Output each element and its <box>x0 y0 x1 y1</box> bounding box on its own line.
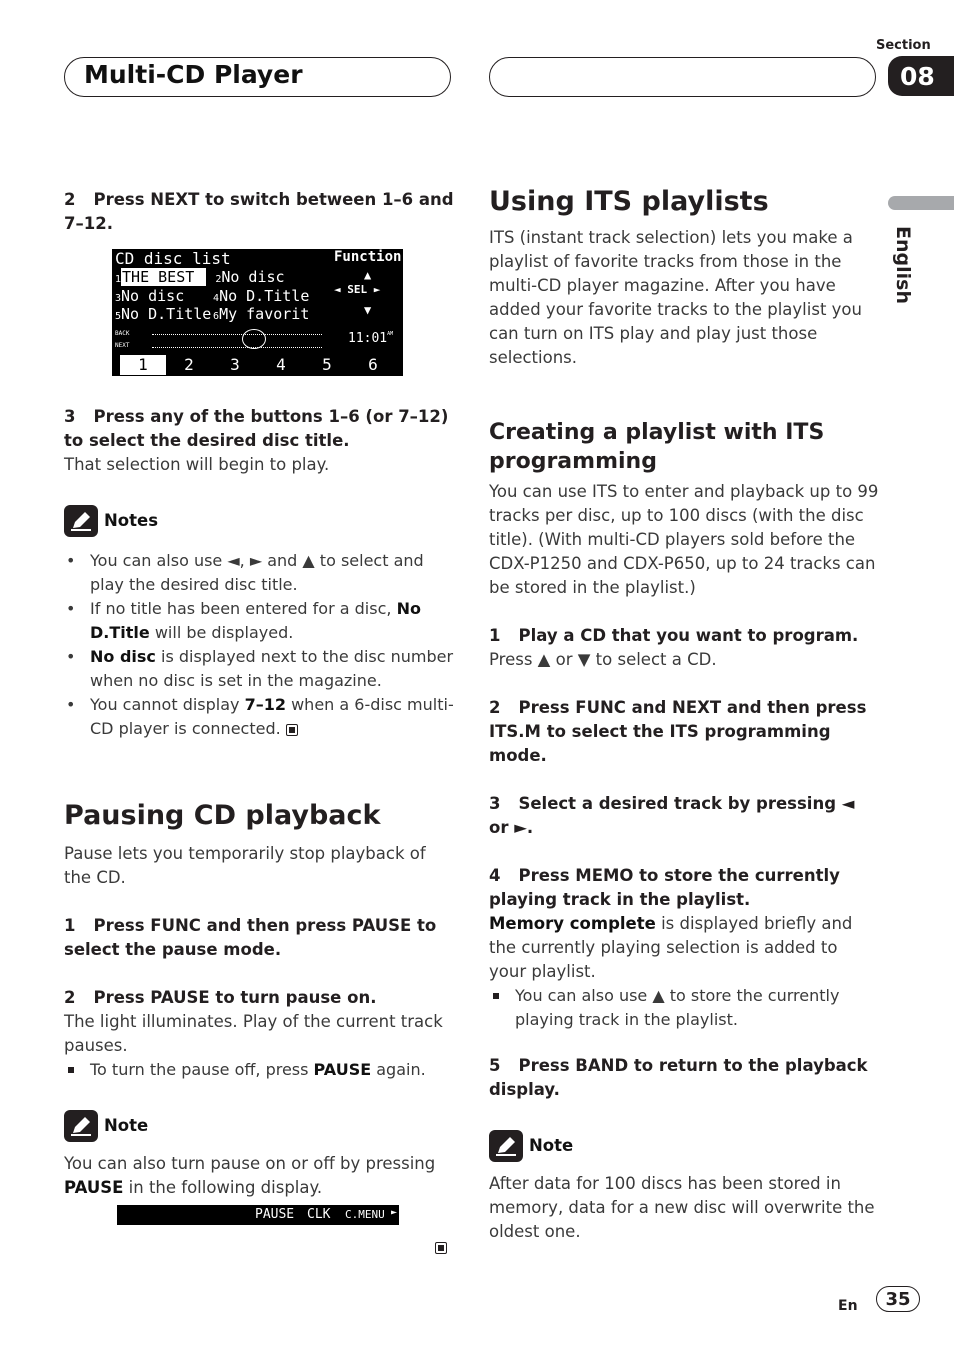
section-end-icon <box>435 1242 447 1254</box>
create-intro: You can use ITS to enter and playback up to 99 tracks per disc, up to 100 discs (with the disc title). (With multi-CD players sold before the CDX-P1250 and CDX-P650, up to 24 tracks can be stored in the playlist.) <box>489 482 879 597</box>
pause-step-2: 2 Press PAUSE to turn pause on. <box>64 988 377 1007</box>
pause-section <box>64 800 454 1200</box>
pause-note-heading: Note <box>64 1110 454 1142</box>
section-end-icon <box>286 724 298 736</box>
lcd-disc-graphic-icon <box>152 334 322 348</box>
its-step-1: 1 Play a CD that you want to program. <box>489 626 859 645</box>
note-item-4: • You cannot display 7–12 when a 6-disc multi-CD player is connected. <box>64 693 454 741</box>
pause-step-2-body: The light illuminates. Play of the current track pauses. <box>64 1012 443 1055</box>
pause-step-2-sub: To turn the pause off, press PAUSE again. <box>64 1058 454 1082</box>
lcd-down-arrow-icon: ▼ <box>364 303 372 317</box>
create-heading: Creating a playlist with ITS programming <box>489 420 825 474</box>
lcd-title: CD disc list <box>115 249 231 268</box>
notes-block <box>64 505 454 741</box>
lcd-cmenu-label: C.MENU <box>345 1208 385 1221</box>
its-step-4-body: Memory complete is displayed briefly and the currently playing selection is added to your playlist. <box>489 914 853 981</box>
language-label: English <box>892 226 914 304</box>
lcd-row-2: 3No disc 4No D.Title <box>115 287 310 305</box>
lcd-num-5: 5 <box>322 355 332 374</box>
its-intro: ITS (instant track selection) lets you make a playlist of favorite tracks from those in the multi-CD player magazine. After you have added your favorite tracks to the playlist you can turn on ITS play and play just those selections. <box>489 228 862 367</box>
lcd-next-label: NEXT <box>115 342 130 349</box>
section-number-badge: 08 <box>888 56 954 96</box>
its-note-heading: Note <box>489 1130 879 1162</box>
chapter-title: Multi-CD Player <box>84 60 303 89</box>
step-3-body: That selection will begin to play. <box>64 455 330 474</box>
lcd-clock: $11:01^{AM}$ <box>348 331 394 346</box>
lcd-function-label: Function <box>334 249 402 265</box>
note-pencil-icon <box>489 1130 523 1162</box>
left-step3-block <box>64 405 454 477</box>
pause-intro: Pause lets you temporarily stop playback of the CD. <box>64 844 426 887</box>
note-item-1: • You can also use ◄, ► and ▲ to select and play the desired disc title. <box>64 549 454 597</box>
lcd-num-2: 2 <box>184 355 194 374</box>
left-column <box>64 188 454 236</box>
lcd-num-6: 6 <box>368 355 378 374</box>
lcd-right-arrow-icon: ► <box>391 1207 398 1218</box>
lcd-pause-label: PAUSE <box>255 1207 295 1222</box>
lcd-number-bar <box>120 355 400 375</box>
lcd-pause-display <box>117 1205 399 1225</box>
lcd-num-3: 3 <box>230 355 240 374</box>
lcd-num-1: 1 <box>120 355 166 375</box>
lcd-row-3: 5No D.Title 6My favorit <box>115 305 310 323</box>
step-3-instruction: 3 Press any of the buttons 1–6 (or 7–12) to select the desired disc title. <box>64 407 449 450</box>
right-column <box>489 186 879 1244</box>
its-note-text: After data for 100 discs has been stored in memory, data for a new disc will overwrite the oldest one. <box>489 1174 875 1241</box>
lcd-back-label: BACK <box>115 330 130 337</box>
note-pencil-icon <box>64 505 98 537</box>
header-blank-frame <box>489 57 876 97</box>
note-item-2: • If no title has been entered for a disc, No D.Title will be displayed. <box>64 597 454 645</box>
step-2-instruction: 2 Press NEXT to switch between 1–6 and 7–12. <box>64 190 454 233</box>
language-tab-marker <box>888 196 954 210</box>
lcd-up-arrow-icon: ▲ <box>364 268 372 282</box>
its-step-4-sub: You can also use ▲ to store the currently playing track in the playlist. <box>489 984 879 1032</box>
lcd-num-4: 4 <box>276 355 286 374</box>
page-number: 35 <box>876 1286 920 1312</box>
section-label: Section <box>876 38 931 53</box>
notes-heading: Notes <box>64 505 454 537</box>
lcd-clk-label: CLK <box>307 1207 331 1222</box>
pause-note-text: You can also turn pause on or off by pressing PAUSE in the following display. <box>64 1154 436 1197</box>
its-heading: Using ITS playlists <box>489 186 769 217</box>
pause-step-1: 1 Press FUNC and then press PAUSE to select the pause mode. <box>64 916 437 959</box>
its-step-1-body: Press ▲ or ▼ to select a CD. <box>489 650 717 669</box>
pause-heading: Pausing CD playback <box>64 800 381 831</box>
lcd-sel-label: ◄ SEL ► <box>334 283 381 296</box>
its-step-4: 4 Press MEMO to store the currently playing track in the playlist. <box>489 866 840 909</box>
note-pencil-icon <box>64 1110 98 1142</box>
note-item-3: • No disc is displayed next to the disc number when no disc is set in the magazine. <box>64 645 454 693</box>
its-step-5: 5 Press BAND to return to the playback display. <box>489 1056 868 1099</box>
lcd-row-1: 1THE BEST 2No disc <box>115 268 285 286</box>
its-step-2: 2 Press FUNC and NEXT and then press ITS.M to select the ITS programming mode. <box>489 698 867 765</box>
footer-language: En <box>838 1298 858 1314</box>
lcd-center-disc-icon <box>242 329 266 349</box>
lcd-disc-list-display <box>112 249 403 376</box>
its-step-3: 3 Select a desired track by pressing ◄ or ►. <box>489 794 855 837</box>
